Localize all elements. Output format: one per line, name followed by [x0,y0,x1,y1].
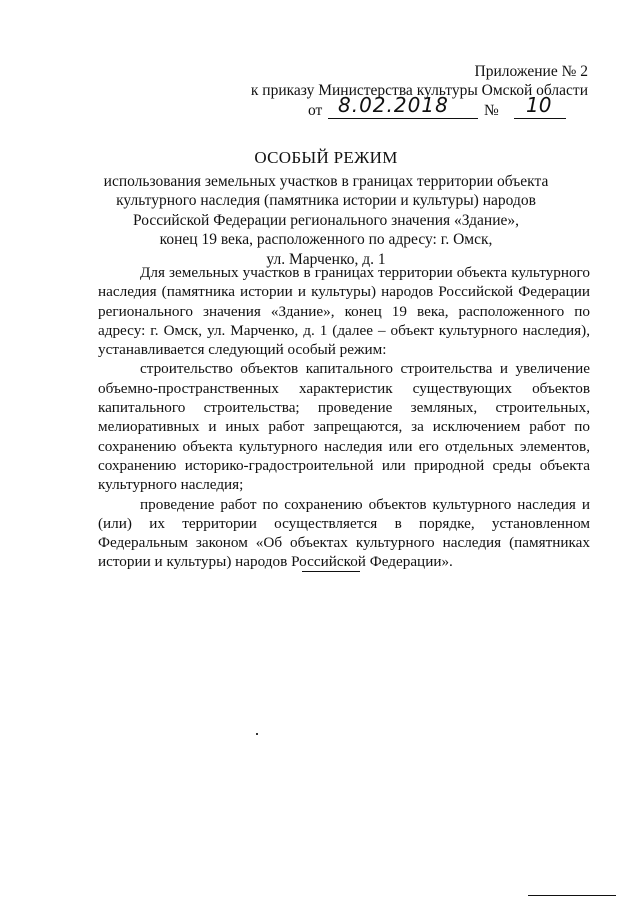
body-paragraph: проведение работ по сохранению объектов культурного наследия и (или) их территории осуществляется в порядке, установленном Федеральным законом «Об объектах культурного наследия (памятниках истории и культуры) народов Российской Федерации». [98,495,590,571]
appendix-number: Приложение № 2 [474,63,588,80]
title-main: ОСОБЫЙ РЕЖИМ [254,148,398,167]
body-paragraph: Для земельных участков в границах территории объекта культурного наследия (памятника истории и культуры) народов Российской Федерации регионального значения «Здание», конец 19 века, расположенного по адресу: г. Омск, ул. Марченко, д. 1 (далее – объект культурного наследия), устанавливается следующий особый режим: [98,264,590,359]
document-body [98,263,590,572]
order-reference: к приказу Министерства культуры Омской области [250,82,588,99]
handwritten-number: 10 [526,93,552,117]
order-date-number-line [188,93,588,122]
title-line: культурного наследия (памятника истории и культуры) народов [116,192,536,209]
number-underline [514,118,566,119]
title-line: Российской Федерации регионального значения «Здание», [132,211,520,229]
title-line: использования земельных участков в границах территории объекта [103,172,549,190]
stray-dot-mark [256,733,258,735]
title-line: ул. Марченко, д. 1 [266,250,386,268]
footer-rule [528,895,616,896]
title-line: конец 19 века, расположенного по адресу: г. Омск, [159,231,493,248]
handwritten-date: 8.02.2018 [338,93,449,117]
appendix-header [188,62,588,122]
number-label: № [484,102,499,119]
date-underline [328,118,478,119]
document-title [80,148,572,269]
end-separator-line [302,571,360,572]
from-label: от [308,102,323,119]
body-paragraph: строительство объектов капитального строительства и увеличение объемно-пространственных характеристик существующих объектов капитального строительства; проведение земляных, строительных, мелиоративных и иных работ запрещаются, за исключением работ по сохранению объекта культурного наследия или его отдельных элементов, сохранению историко-градостроительной или природной среды объекта культурного наследия; [98,360,590,494]
